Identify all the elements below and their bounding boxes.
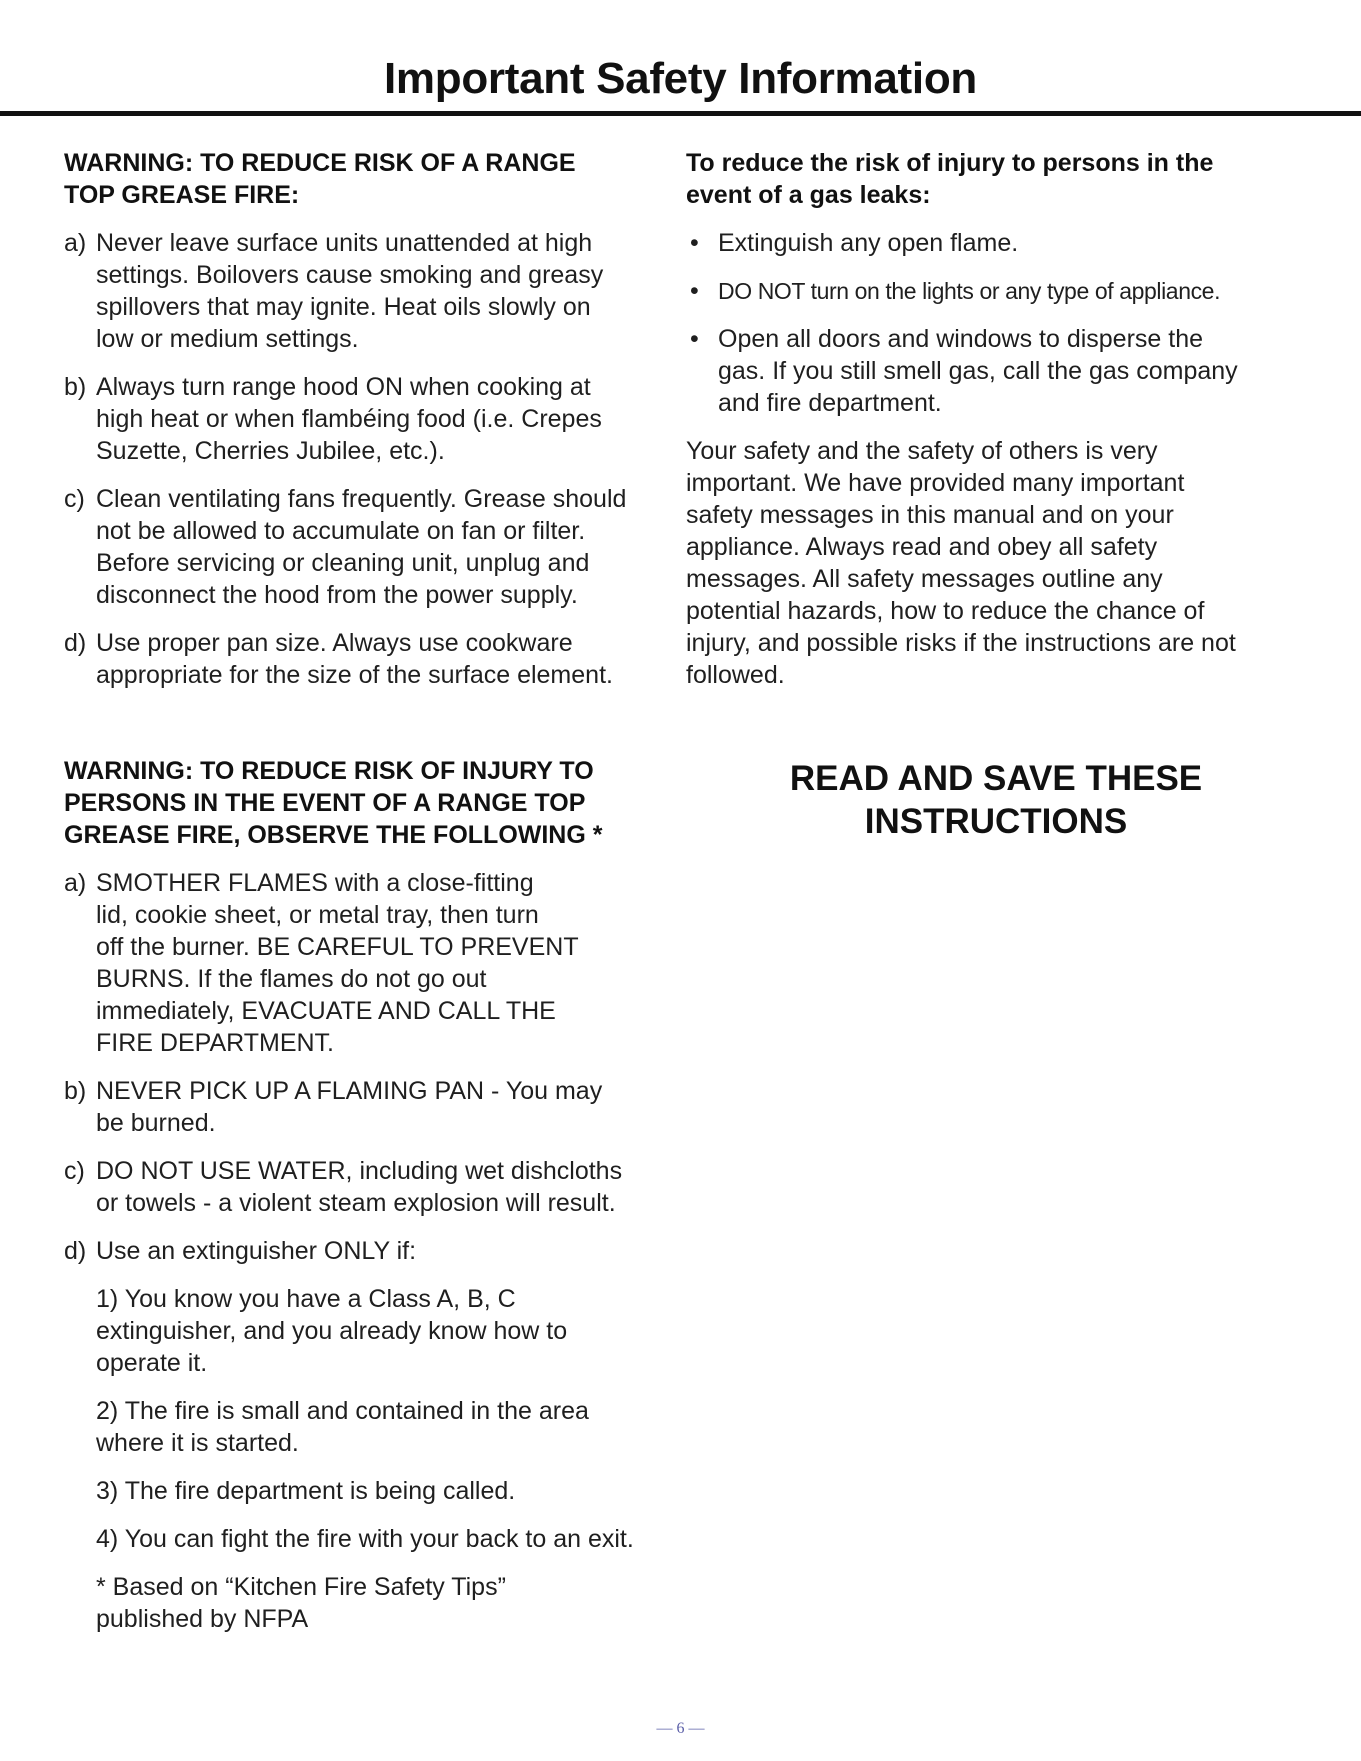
safety-paragraph: Your safety and the safety of others is very important. We have provided many important safety messages in this manual and on your appliance. Always read and obey all safety messages. All safety messages outline any potential hazards, how to reduce the chance of injury, and possible risks if the instructions are not followed. (686, 437, 1236, 689)
list-item-b: b) NEVER PICK UP A FLAMING PAN - You may be burned. (64, 1077, 603, 1137)
list-item-c: c) DO NOT USE WATER, including wet dishcloths or towels - a violent steam explosion will result. (64, 1157, 623, 1217)
list-marker: a) (64, 229, 87, 257)
bullet-item: • DO NOT turn on the lights or any type of appliance. (690, 277, 1221, 305)
list-marker: c) (64, 1157, 85, 1185)
read-and-save-heading: READ AND SAVE THESE INSTRUCTIONS (789, 759, 1203, 841)
list-item-d: d) Use proper pan size. Always use cookware appropriate for the size of the surface element. (64, 629, 613, 689)
bullet-icon: • (690, 277, 699, 305)
list-marker: d) (64, 629, 87, 657)
section-heading: To reduce the risk of injury to persons in the event of a gas leaks: (686, 149, 1214, 209)
section-heading: WARNING: TO REDUCE RISK OF INJURY TO PERSONS IN THE EVENT OF A RANGE TOP GREASE FIRE, OBSERVE THE FOLLOWING * (64, 757, 603, 849)
gas-leak-section (686, 147, 1306, 691)
bullet-icon: • (690, 229, 699, 257)
list-item-a: a) SMOTHER FLAMES with a close-fitting lid, cookie sheet, or metal tray, then turn off the burner. BE CAREFUL TO PREVENT BURNS. If the flames do not go out immediately, EVACUATE AND CALL THE FIRE DEPARTMENT. (64, 869, 579, 1057)
list-item-b: b) Always turn range hood ON when cooking at high heat or when flambéing food (i.e. Crepes Suzette, Cherries Jubilee, etc.). (64, 373, 602, 465)
list-marker: a) (64, 869, 87, 897)
bullet-item: • Open all doors and windows to disperse the gas. If you still smell gas, call the gas company and fire department. (690, 325, 1238, 417)
section-heading: WARNING: TO REDUCE RISK OF A RANGE TOP GREASE FIRE: (64, 149, 576, 209)
list-item-c: c) Clean ventilating fans frequently. Grease should not be allowed to accumulate on fan or filter. Before servicing or cleaning unit, unplug and disconnect the hood from the power supply. (64, 485, 627, 609)
extinguisher-condition-2: 2) The fire is small and contained in the area where it is started. (96, 1397, 589, 1457)
list-marker: b) (64, 1077, 87, 1105)
page-title: Important Safety Information (384, 54, 977, 103)
extinguisher-condition-3: 3) The fire department is being called. (96, 1477, 516, 1505)
bullet-icon: • (690, 325, 699, 353)
list-item-d: d) Use an extinguisher ONLY if: (64, 1237, 417, 1265)
injury-grease-fire-warning-section (64, 755, 664, 1635)
page-number: — 6 — (656, 1720, 705, 1737)
list-marker: d) (64, 1237, 87, 1265)
bullet-item: • Extinguish any open flame. (690, 229, 1019, 257)
title-divider (0, 111, 1361, 116)
list-marker: b) (64, 373, 87, 401)
list-marker: c) (64, 485, 85, 513)
source-footnote: * Based on “Kitchen Fire Safety Tips” published by NFPA (96, 1573, 506, 1633)
extinguisher-condition-4: 4) You can fight the fire with your back to an exit. (96, 1525, 634, 1553)
list-item-a: a) Never leave surface units unattended at high settings. Boilovers cause smoking and greasy spillovers that may ignite. Heat oils slowly on low or medium settings. (64, 229, 604, 353)
grease-fire-warning-section (64, 147, 664, 691)
extinguisher-condition-1: 1) You know you have a Class A, B, C extinguisher, and you already know how to operate it. (96, 1285, 568, 1377)
